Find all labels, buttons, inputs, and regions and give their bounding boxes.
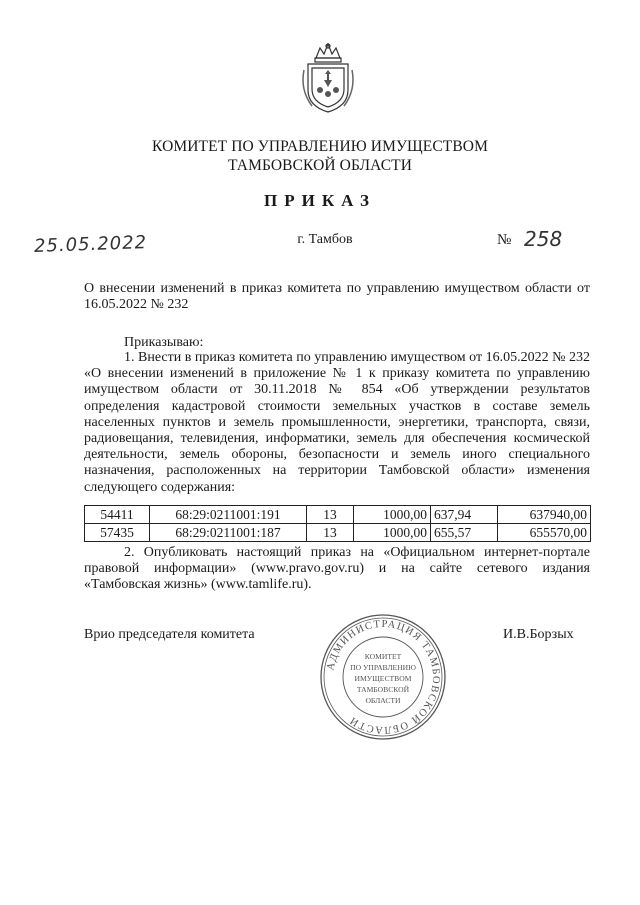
stamp-center-line: ИМУЩЕСТВОМ bbox=[354, 674, 412, 683]
number-sign: № bbox=[497, 232, 512, 248]
order-subject: О внесении изменений в приказ комитета по управлению имуществом области от 16.05.2022 № 232 bbox=[84, 281, 590, 313]
stamp-center-line: КОМИТЕТ bbox=[364, 652, 402, 661]
table-cell: 57435 bbox=[85, 524, 150, 542]
handwritten-date: 25.05.2022 bbox=[33, 232, 148, 257]
stamp-center-line: ТАМБОВСКОЙ bbox=[356, 685, 410, 694]
table-row bbox=[85, 524, 591, 542]
document-type-title: ПРИКАЗ bbox=[264, 191, 376, 210]
coat-of-arms-emblem bbox=[298, 40, 358, 115]
table-cell: 54411 bbox=[85, 506, 150, 524]
table-row bbox=[85, 506, 591, 524]
table-cell: 13 bbox=[307, 506, 354, 524]
signatory-name: И.В.Борзых bbox=[503, 627, 574, 642]
table-cell: 655570,00 bbox=[498, 524, 591, 542]
table-cell: 1000,00 bbox=[354, 506, 431, 524]
cadastral-value-table bbox=[84, 505, 591, 542]
organization-name-line1: КОМИТЕТ ПО УПРАВЛЕНИЮ ИМУЩЕСТВОМ bbox=[152, 138, 488, 155]
order-item-1: 1. Внести в приказ комитета по управлению имуществом от 16.05.2022 № 232 «О внесении изменений в приложение № 1 к приказу комитета по управлению имуществом области от 30.11.2018 № 854 «Об утверждении результатов определения кадастровой стоимости земельных участков в составе земель населенных пунктов и земель промышленности, энергетики, транспорта, связи, радиовещания, телевидения, информатики, земель для обеспечения космической деятельности, земель обороны, безопасности и земель иного специального назначения, расположенных на территории Тамбовской области» изменения следующего содержания: bbox=[84, 350, 590, 495]
stamp-center-line: ОБЛАСТИ bbox=[365, 696, 401, 705]
stamp-center-line: ПО УПРАВЛЕНИЮ bbox=[350, 663, 416, 672]
stamp-ring-text: АДМИНИСТРАЦИЯ ТАМБОВСКОЙ ОБЛАСТИ bbox=[325, 618, 442, 736]
table-cell: 1000,00 bbox=[354, 524, 431, 542]
table-cell: 68:29:0211001:191 bbox=[150, 506, 307, 524]
table-cell: 68:29:0211001:187 bbox=[150, 524, 307, 542]
table-cell: 637940,00 bbox=[498, 506, 591, 524]
table-cell: 637,94 bbox=[431, 506, 498, 524]
organization-name-line2: ТАМБОВСКОЙ ОБЛАСТИ bbox=[228, 157, 412, 174]
table-cell: 13 bbox=[307, 524, 354, 542]
handwritten-order-number: 258 bbox=[524, 227, 563, 251]
official-stamp bbox=[318, 612, 448, 742]
order-item-2: 2. Опубликовать настоящий приказ на «Официальном интернет-портале правовой информации» (www.pravo.gov.ru) и на сайте сетевого издания «Тамбовская жизнь» (www.tamlife.ru). bbox=[84, 545, 590, 593]
signatory-role: Врио председателя комитета bbox=[84, 627, 255, 642]
city-label: г. Тамбов bbox=[297, 232, 353, 247]
order-word: Приказываю: bbox=[124, 335, 204, 350]
table-cell: 655,57 bbox=[431, 524, 498, 542]
